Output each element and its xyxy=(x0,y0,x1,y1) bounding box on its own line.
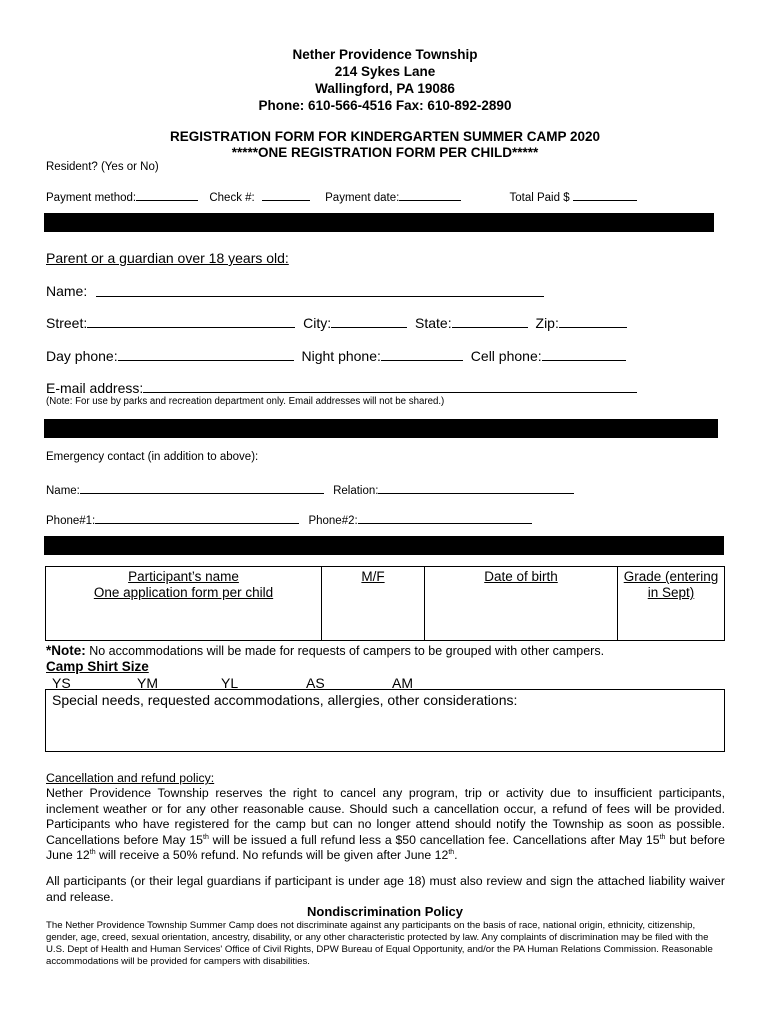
day-phone-field[interactable] xyxy=(118,348,294,361)
grade-cell[interactable] xyxy=(618,567,725,641)
shirt-size-heading: Camp Shirt Size xyxy=(46,659,149,674)
address-row xyxy=(46,315,627,331)
cancellation-paragraph xyxy=(46,786,725,864)
check-label: Check #: xyxy=(209,192,255,204)
participant-table xyxy=(45,566,725,641)
city-label: City: xyxy=(303,315,332,331)
size-am[interactable]: AM xyxy=(392,675,413,691)
zip-label: Zip: xyxy=(535,315,559,331)
form-subtitle: *****ONE REGISTRATION FORM PER CHILD***** xyxy=(231,145,539,160)
total-paid-field[interactable] xyxy=(573,188,637,201)
emergency-heading: Emergency contact (in addition to above): xyxy=(46,451,259,463)
participant-name-cell[interactable] xyxy=(46,567,322,641)
phone1-label: Phone#1: xyxy=(46,515,96,527)
state-field[interactable] xyxy=(452,315,528,328)
dob-cell[interactable] xyxy=(425,567,618,641)
grade-header: Grade (entering xyxy=(623,569,719,584)
emergency-name-label: Name: xyxy=(46,485,80,497)
gender-cell[interactable] xyxy=(322,567,425,641)
relation-label: Relation: xyxy=(333,485,379,497)
form-title: REGISTRATION FORM FOR KINDERGARTEN SUMMER CAMP 2020 xyxy=(169,129,601,144)
parent-name-label: Name: xyxy=(46,283,88,299)
cancellation-text-2e: . xyxy=(454,848,458,862)
waiver-paragraph: All participants (or their legal guardians if participant is under age 18) must also review and sign the attached liability waiver and release. xyxy=(46,874,725,904)
cancellation-text-1: Nether Providence Township reserves the right to cancel any program, trip or activity due to insufficient participants, inclement weather or for any other reasonable cause. Should such a cancellation occur, a refund of fees will be provided. Participants who have registered for the camp but can no longer attend should notify the Township as soon as possible. xyxy=(46,786,725,831)
emergency-phone-row xyxy=(46,511,532,527)
payment-row xyxy=(46,188,637,204)
ordinal-suffix: th xyxy=(203,833,209,841)
phone-row xyxy=(46,348,626,364)
email-label: E-mail address: xyxy=(46,380,144,396)
email-row xyxy=(46,380,637,396)
cancellation-text-2a: Cancellations before May 15 xyxy=(46,832,203,847)
section-divider-1 xyxy=(44,213,714,232)
special-needs-label: Special needs, requested accommodations, allergies, other considerations: xyxy=(52,692,518,708)
ordinal-suffix: th xyxy=(448,848,455,856)
size-ym[interactable]: YM xyxy=(137,675,158,691)
email-note: (Note: For use by parks and recreation department only. Email addresses will not be shared.) xyxy=(46,396,445,407)
cancellation-text-2d: will receive a 50% refund. No refunds will be given after June 12 xyxy=(95,848,449,862)
dob-header: Date of birth xyxy=(484,569,558,584)
parent-heading: Parent or a guardian over 18 years old: xyxy=(46,250,289,266)
table-row xyxy=(46,567,725,641)
address-line-2: Wallingford, PA 19086 xyxy=(315,81,455,96)
org-name: Nether Providence Township xyxy=(292,47,478,62)
note-text: No accommodations will be made for requests of campers to be grouped with other campers. xyxy=(85,644,605,658)
cancellation-heading: Cancellation and refund policy: xyxy=(46,771,215,785)
participant-name-subheader: One application form per child xyxy=(93,585,274,600)
check-field[interactable] xyxy=(262,188,310,201)
resident-label: Resident? (Yes or No) xyxy=(46,161,159,173)
size-ys[interactable]: YS xyxy=(52,675,71,691)
day-phone-label: Day phone: xyxy=(46,348,118,364)
emergency-name-field[interactable] xyxy=(80,481,324,494)
relation-field[interactable] xyxy=(378,481,574,494)
ordinal-suffix: th xyxy=(659,833,666,841)
night-phone-label: Night phone: xyxy=(301,348,381,364)
zip-field[interactable] xyxy=(559,315,627,328)
section-divider-3 xyxy=(44,536,724,555)
cell-phone-label: Cell phone: xyxy=(470,348,542,364)
city-field[interactable] xyxy=(331,315,407,328)
nondiscrimination-text: The Nether Providence Township Summer Camp does not discriminate against any participants on the basis of race, national origin, ethnicity, citizenship, gender, age, creed, sexual orientation, ancestry, disability, or any other characteristic protected by law. Any complaints of discrimination may be filed with the U.S. Dept of Health and Human Services' Office of Civil Rights, DPW Bureau of Equal Opportunity, and/or the PA Human Relations Commission. Reasonable accommodations will be provided for campers with disabilities. xyxy=(46,920,713,967)
payment-date-field[interactable] xyxy=(399,188,461,201)
payment-method-field[interactable] xyxy=(136,188,198,201)
total-paid-label: Total Paid $ xyxy=(509,192,570,204)
cell-phone-field[interactable] xyxy=(542,348,626,361)
grade-subheader: in Sept) xyxy=(647,585,695,600)
ordinal-suffix: th xyxy=(89,848,96,856)
nondiscrimination-heading: Nondiscrimination Policy xyxy=(306,904,464,919)
address-line-1: 214 Sykes Lane xyxy=(334,64,436,79)
section-divider-2 xyxy=(44,419,718,438)
cancellation-text-2c: but before June 12 xyxy=(46,832,725,862)
email-field[interactable] xyxy=(143,380,637,393)
cancellation-text-2b: will be issued a full refund less a $50 cancellation fee. Cancellations after May 15 xyxy=(208,832,660,847)
size-as[interactable]: AS xyxy=(306,675,325,691)
participant-name-header: Participant’s name xyxy=(128,569,239,584)
night-phone-field[interactable] xyxy=(381,348,463,361)
gender-header: M/F xyxy=(361,569,385,584)
note-label: *Note: xyxy=(46,643,86,658)
grouping-note xyxy=(46,643,604,658)
special-needs-box[interactable] xyxy=(45,689,725,752)
emergency-name-row xyxy=(46,481,574,497)
phone2-label: Phone#2: xyxy=(308,515,358,527)
phone2-field[interactable] xyxy=(358,511,532,524)
street-label: Street: xyxy=(46,315,88,331)
phone1-field[interactable] xyxy=(95,511,299,524)
street-field[interactable] xyxy=(87,315,295,328)
state-label: State: xyxy=(415,315,452,331)
parent-name-field[interactable] xyxy=(96,296,544,297)
size-yl[interactable]: YL xyxy=(221,675,239,691)
payment-method-label: Payment method: xyxy=(46,192,137,204)
payment-date-label: Payment date: xyxy=(325,192,400,204)
phone-fax: Phone: 610-566-4516 Fax: 610-892-2890 xyxy=(258,98,512,113)
